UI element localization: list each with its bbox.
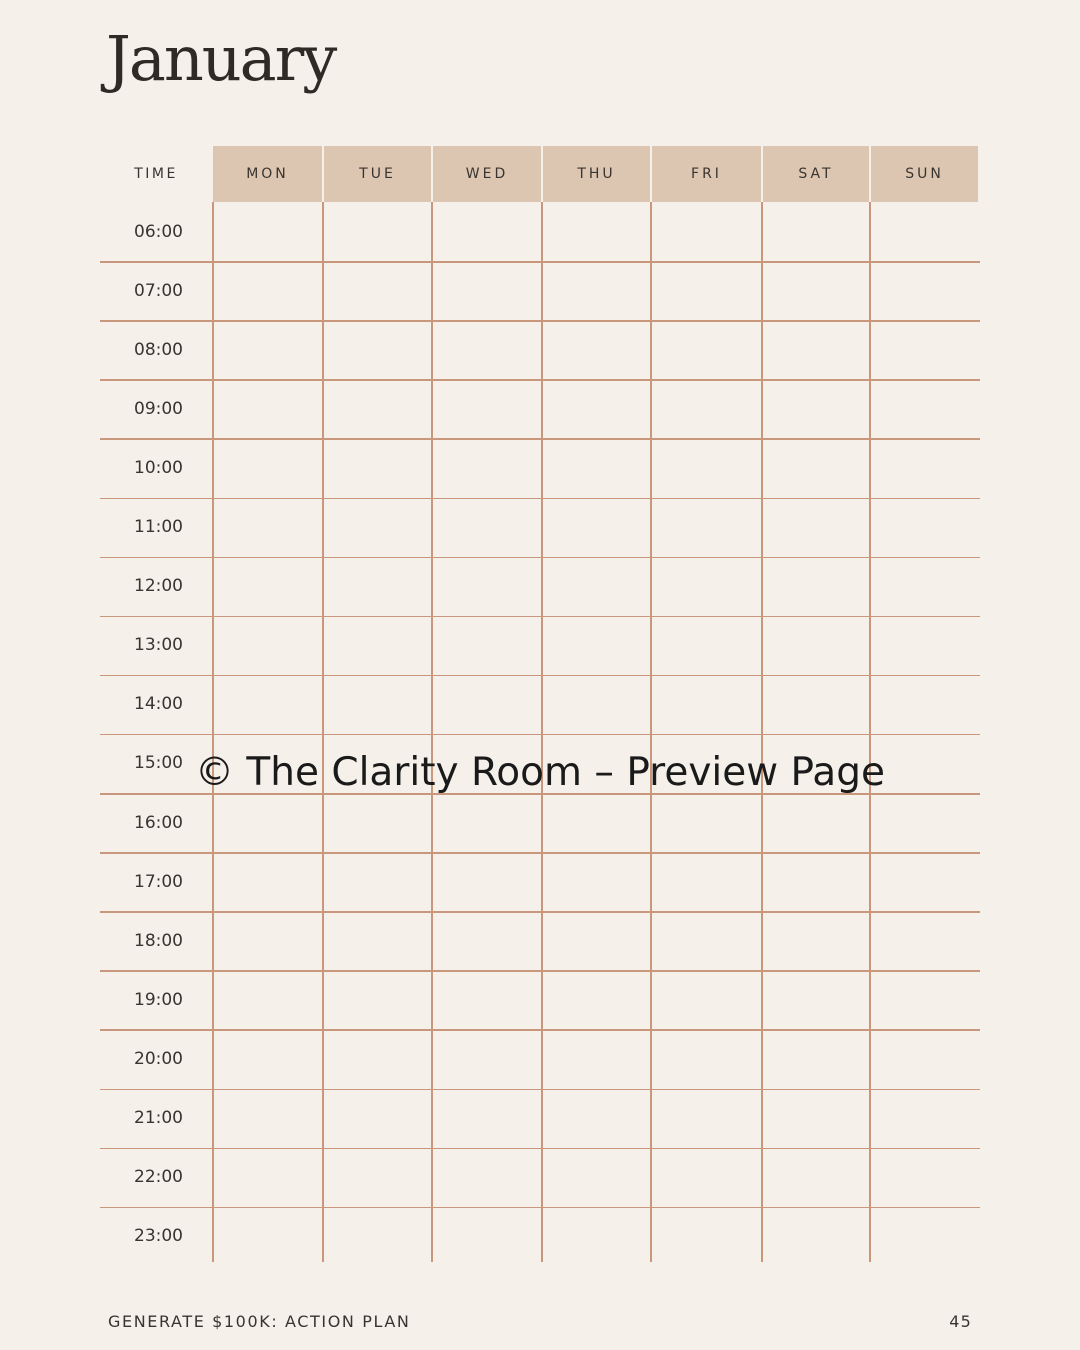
schedule-cell[interactable]	[650, 734, 761, 793]
schedule-cell[interactable]	[322, 202, 431, 261]
schedule-cell[interactable]	[541, 438, 650, 497]
column-divider	[650, 202, 652, 1262]
schedule-cell[interactable]	[650, 852, 761, 911]
schedule-cell[interactable]	[541, 498, 650, 557]
schedule-cell[interactable]	[869, 616, 980, 675]
time-label: 20:00	[134, 1048, 183, 1069]
row-divider	[100, 911, 980, 913]
schedule-cell[interactable]	[431, 320, 541, 379]
time-label: 07:00	[134, 280, 183, 301]
schedule-cell[interactable]	[212, 675, 322, 734]
schedule-cell[interactable]	[650, 793, 761, 852]
schedule-cell[interactable]	[650, 1089, 761, 1148]
schedule-cell[interactable]	[431, 1089, 541, 1148]
schedule-cell[interactable]	[541, 379, 650, 438]
schedule-cell[interactable]	[541, 1029, 650, 1088]
time-label: 22:00	[134, 1167, 183, 1188]
time-label: 15:00	[134, 753, 183, 774]
time-label: 19:00	[134, 989, 183, 1010]
schedule-cell[interactable]	[212, 261, 322, 320]
schedule-cell[interactable]	[650, 1148, 761, 1207]
schedule-cell[interactable]	[869, 911, 980, 970]
row-divider	[100, 616, 980, 618]
schedule-cell[interactable]	[761, 970, 869, 1029]
schedule-cell[interactable]	[761, 557, 869, 616]
schedule-cell[interactable]	[212, 320, 322, 379]
schedule-cell[interactable]	[761, 498, 869, 557]
column-divider	[869, 202, 871, 1262]
row-divider	[100, 320, 980, 322]
schedule-cell[interactable]	[869, 1029, 980, 1088]
schedule-cell[interactable]	[761, 675, 869, 734]
schedule-cell[interactable]	[869, 379, 980, 438]
schedule-cell[interactable]	[212, 1029, 322, 1088]
schedule-cell[interactable]	[869, 438, 980, 497]
schedule-cell[interactable]	[322, 911, 431, 970]
schedule-cell[interactable]	[761, 1148, 869, 1207]
column-divider	[761, 202, 763, 1262]
schedule-cell[interactable]	[650, 557, 761, 616]
schedule-cell[interactable]	[761, 616, 869, 675]
schedule-cell[interactable]	[322, 557, 431, 616]
schedule-cell[interactable]	[322, 852, 431, 911]
schedule-cell[interactable]	[322, 1029, 431, 1088]
schedule-cell[interactable]	[431, 557, 541, 616]
time-label: 11:00	[134, 517, 183, 538]
schedule-cell[interactable]	[869, 852, 980, 911]
schedule-cell[interactable]	[212, 852, 322, 911]
schedule-cell[interactable]	[431, 852, 541, 911]
time-label: 10:00	[134, 457, 183, 478]
time-label: 09:00	[134, 398, 183, 419]
schedule-cell[interactable]	[650, 379, 761, 438]
schedule-cell[interactable]	[541, 970, 650, 1029]
schedule-cell[interactable]	[761, 1029, 869, 1088]
time-label: 21:00	[134, 1108, 183, 1129]
column-divider	[212, 202, 214, 1262]
day-header-thu: THU	[543, 146, 650, 202]
schedule-cell[interactable]	[322, 675, 431, 734]
schedule-cell[interactable]	[212, 616, 322, 675]
day-header-wed: WED	[433, 146, 541, 202]
time-label: 23:00	[134, 1226, 183, 1247]
schedule-cell[interactable]	[431, 1029, 541, 1088]
row-divider	[100, 1148, 980, 1150]
schedule-cell[interactable]	[322, 438, 431, 497]
schedule-cell[interactable]	[650, 616, 761, 675]
schedule-cell[interactable]	[212, 1089, 322, 1148]
schedule-cell[interactable]	[650, 1029, 761, 1088]
schedule-cell[interactable]	[869, 1148, 980, 1207]
schedule-cell[interactable]	[761, 438, 869, 497]
row-divider	[100, 970, 980, 972]
schedule-cell[interactable]	[541, 1148, 650, 1207]
schedule-cell[interactable]	[322, 320, 431, 379]
schedule-cell[interactable]	[761, 793, 869, 852]
schedule-cell[interactable]	[431, 970, 541, 1029]
schedule-cell[interactable]	[322, 379, 431, 438]
schedule-cell[interactable]	[869, 1207, 980, 1266]
row-divider	[100, 498, 980, 500]
schedule-cell[interactable]	[650, 438, 761, 497]
schedule-cell[interactable]	[431, 261, 541, 320]
schedule-cell[interactable]	[541, 616, 650, 675]
schedule-cell[interactable]	[212, 557, 322, 616]
schedule-cell[interactable]	[869, 675, 980, 734]
schedule-cell[interactable]	[541, 793, 650, 852]
schedule-cell[interactable]	[761, 852, 869, 911]
time-label: 12:00	[134, 576, 183, 597]
row-divider	[100, 557, 980, 559]
schedule-cell[interactable]	[212, 379, 322, 438]
schedule-cell[interactable]	[761, 734, 869, 793]
schedule-cell[interactable]	[541, 911, 650, 970]
schedule-cell[interactable]	[212, 793, 322, 852]
row-divider	[100, 852, 980, 854]
row-divider	[100, 675, 980, 677]
schedule-cell[interactable]	[322, 261, 431, 320]
schedule-cell[interactable]	[431, 675, 541, 734]
day-header-tue: TUE	[324, 146, 431, 202]
column-divider	[431, 202, 433, 1262]
schedule-cell[interactable]	[322, 1148, 431, 1207]
schedule-cell[interactable]	[212, 734, 322, 793]
schedule-cell[interactable]	[650, 261, 761, 320]
schedule-cell[interactable]	[869, 1089, 980, 1148]
row-divider	[100, 1029, 980, 1031]
schedule-cell[interactable]	[322, 970, 431, 1029]
schedule-cell[interactable]	[431, 438, 541, 497]
schedule-cell[interactable]	[869, 498, 980, 557]
time-label: 16:00	[134, 812, 183, 833]
schedule-cell[interactable]	[761, 320, 869, 379]
day-header-fri: FRI	[652, 146, 761, 202]
schedule-cell[interactable]	[650, 202, 761, 261]
schedule-cell[interactable]	[869, 734, 980, 793]
schedule-cell[interactable]	[212, 1148, 322, 1207]
schedule-cell[interactable]	[541, 675, 650, 734]
row-divider	[100, 261, 980, 263]
page-number: 45	[949, 1312, 972, 1331]
schedule-cell[interactable]	[322, 734, 431, 793]
row-divider	[100, 1089, 980, 1091]
schedule-cell[interactable]	[212, 438, 322, 497]
time-label: 13:00	[134, 635, 183, 656]
schedule-cell[interactable]	[322, 1089, 431, 1148]
schedule-cell[interactable]	[650, 675, 761, 734]
column-divider	[541, 202, 543, 1262]
schedule-cell[interactable]	[541, 852, 650, 911]
row-divider	[100, 734, 980, 736]
schedule-cell[interactable]	[541, 1207, 650, 1266]
row-divider	[100, 793, 980, 795]
day-header-sun: SUN	[871, 146, 978, 202]
footer-title: GENERATE $100K: ACTION PLAN	[108, 1312, 411, 1331]
schedule-cell[interactable]	[431, 379, 541, 438]
schedule-cell[interactable]	[761, 1207, 869, 1266]
schedule-cell[interactable]	[761, 261, 869, 320]
schedule-cell[interactable]	[322, 498, 431, 557]
watermark: © The Clarity Room – Preview Page	[195, 750, 885, 795]
schedule-cell[interactable]	[650, 970, 761, 1029]
schedule-cell[interactable]	[541, 734, 650, 793]
time-column-header: TIME	[134, 166, 178, 182]
schedule-cell[interactable]	[650, 498, 761, 557]
schedule-cell[interactable]	[869, 320, 980, 379]
schedule-cell[interactable]	[212, 202, 322, 261]
page-title: January	[106, 22, 336, 95]
time-label: 06:00	[134, 221, 183, 242]
time-label: 14:00	[134, 694, 183, 715]
time-label: 08:00	[134, 339, 183, 360]
schedule-cell[interactable]	[761, 379, 869, 438]
schedule-cell[interactable]	[761, 202, 869, 261]
schedule-cell[interactable]	[431, 498, 541, 557]
schedule-cell[interactable]	[869, 970, 980, 1029]
schedule-cell[interactable]	[541, 261, 650, 320]
schedule-cell[interactable]	[650, 1207, 761, 1266]
day-header-mon: MON	[213, 146, 322, 202]
schedule-cell[interactable]	[322, 616, 431, 675]
schedule-cell[interactable]	[761, 1089, 869, 1148]
column-divider	[322, 202, 324, 1262]
schedule-cell[interactable]	[869, 261, 980, 320]
schedule-cell[interactable]	[322, 1207, 431, 1266]
schedule-cell[interactable]	[541, 557, 650, 616]
schedule-cell[interactable]	[212, 1207, 322, 1266]
schedule-cell[interactable]	[431, 1207, 541, 1266]
schedule-cell[interactable]	[869, 557, 980, 616]
schedule-cell[interactable]	[431, 793, 541, 852]
schedule-cell[interactable]	[869, 793, 980, 852]
schedule-cell[interactable]	[650, 911, 761, 970]
schedule-cell[interactable]	[431, 1148, 541, 1207]
schedule-cell[interactable]	[322, 793, 431, 852]
day-header-sat: SAT	[763, 146, 869, 202]
schedule-cell[interactable]	[431, 616, 541, 675]
row-divider	[100, 379, 980, 381]
schedule-cell[interactable]	[212, 970, 322, 1029]
schedule-cell[interactable]	[541, 1089, 650, 1148]
schedule-cell[interactable]	[431, 911, 541, 970]
schedule-cell[interactable]	[761, 911, 869, 970]
time-label: 18:00	[134, 930, 183, 951]
schedule-cell[interactable]	[431, 202, 541, 261]
row-divider	[100, 438, 980, 440]
schedule-cell[interactable]	[431, 734, 541, 793]
schedule-cell[interactable]	[650, 320, 761, 379]
schedule-cell[interactable]	[212, 911, 322, 970]
schedule-cell[interactable]	[541, 320, 650, 379]
time-label: 17:00	[134, 871, 183, 892]
schedule-cell[interactable]	[541, 202, 650, 261]
schedule-cell[interactable]	[212, 498, 322, 557]
row-divider	[100, 1207, 980, 1209]
schedule-cell[interactable]	[869, 202, 980, 261]
